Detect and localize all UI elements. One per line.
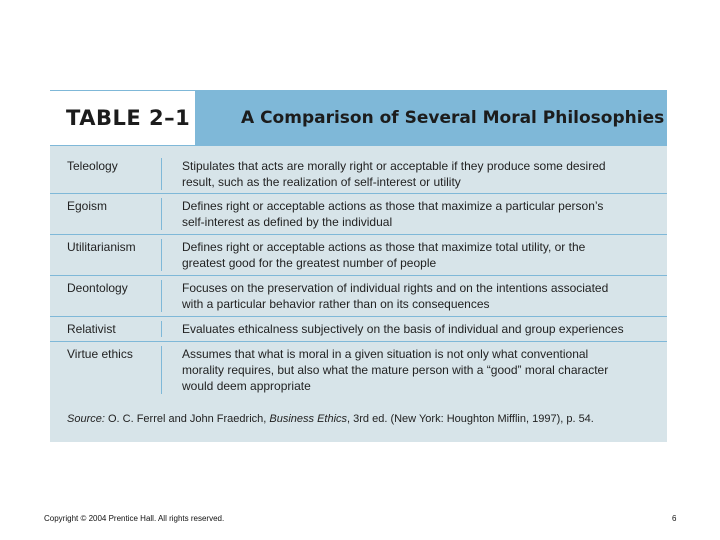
table-figure <box>50 90 667 442</box>
source-authors: O. C. Ferrel and John Fraedrich, <box>104 413 270 425</box>
copyright-notice: Copyright © 2004 Prentice Hall. All rights reserved. <box>44 514 225 523</box>
description-line: result, such as the realization of self-interest or utility <box>182 175 461 189</box>
table-title: A Comparison of Several Moral Philosophies <box>241 108 665 128</box>
description-line: would deem appropriate <box>182 379 311 393</box>
description-line: Focuses on the preservation of individual rights and on the intentions associated <box>182 281 609 295</box>
page-number: 6 <box>672 514 677 523</box>
source-label: Source: <box>67 413 105 425</box>
philosophy-description <box>161 280 667 312</box>
philosophy-term: Egoism <box>67 199 108 213</box>
description-line: self-interest as defined by the individual <box>182 215 393 229</box>
philosophy-description <box>161 321 667 337</box>
philosophy-term: Utilitarianism <box>67 240 136 254</box>
source-details: , 3rd ed. (New York: Houghton Mifflin, 1997), p. 54. <box>347 413 594 425</box>
table-row <box>50 156 667 194</box>
table-row <box>50 235 667 276</box>
philosophy-description <box>161 346 667 394</box>
table-body <box>50 156 667 394</box>
description-line: with a particular behavior rather than on its consequences <box>182 297 490 311</box>
table-row <box>50 317 667 342</box>
description-line: Assumes that what is moral in a given situation is not only what conventional <box>182 347 589 361</box>
description-line: Defines right or acceptable actions as those that maximize a particular person’s <box>182 199 604 213</box>
philosophy-term: Virtue ethics <box>67 347 133 361</box>
description-line: morality requires, but also what the mature person with a “good” moral character <box>182 363 609 377</box>
table-number: TABLE 2–1 <box>50 90 195 146</box>
description-line: Defines right or acceptable actions as those that maximize total utility, or the <box>182 240 586 254</box>
source-book: Business Ethics <box>269 413 348 425</box>
description-line: Stipulates that acts are morally right or acceptable if they produce some desired <box>182 159 606 173</box>
philosophy-description <box>161 198 667 230</box>
table-row <box>50 194 667 235</box>
description-line: greatest good for the greatest number of people <box>182 256 437 270</box>
philosophy-term: Teleology <box>67 159 118 173</box>
table-header <box>50 90 667 146</box>
philosophy-term: Relativist <box>67 322 116 336</box>
table-row <box>50 342 667 394</box>
description-line: Evaluates ethicalness subjectively on the basis of individual and group experiences <box>182 322 624 336</box>
table-row <box>50 276 667 317</box>
philosophy-description <box>161 239 667 271</box>
source-citation <box>67 413 594 425</box>
philosophy-term: Deontology <box>67 281 128 295</box>
philosophy-description <box>161 158 667 190</box>
